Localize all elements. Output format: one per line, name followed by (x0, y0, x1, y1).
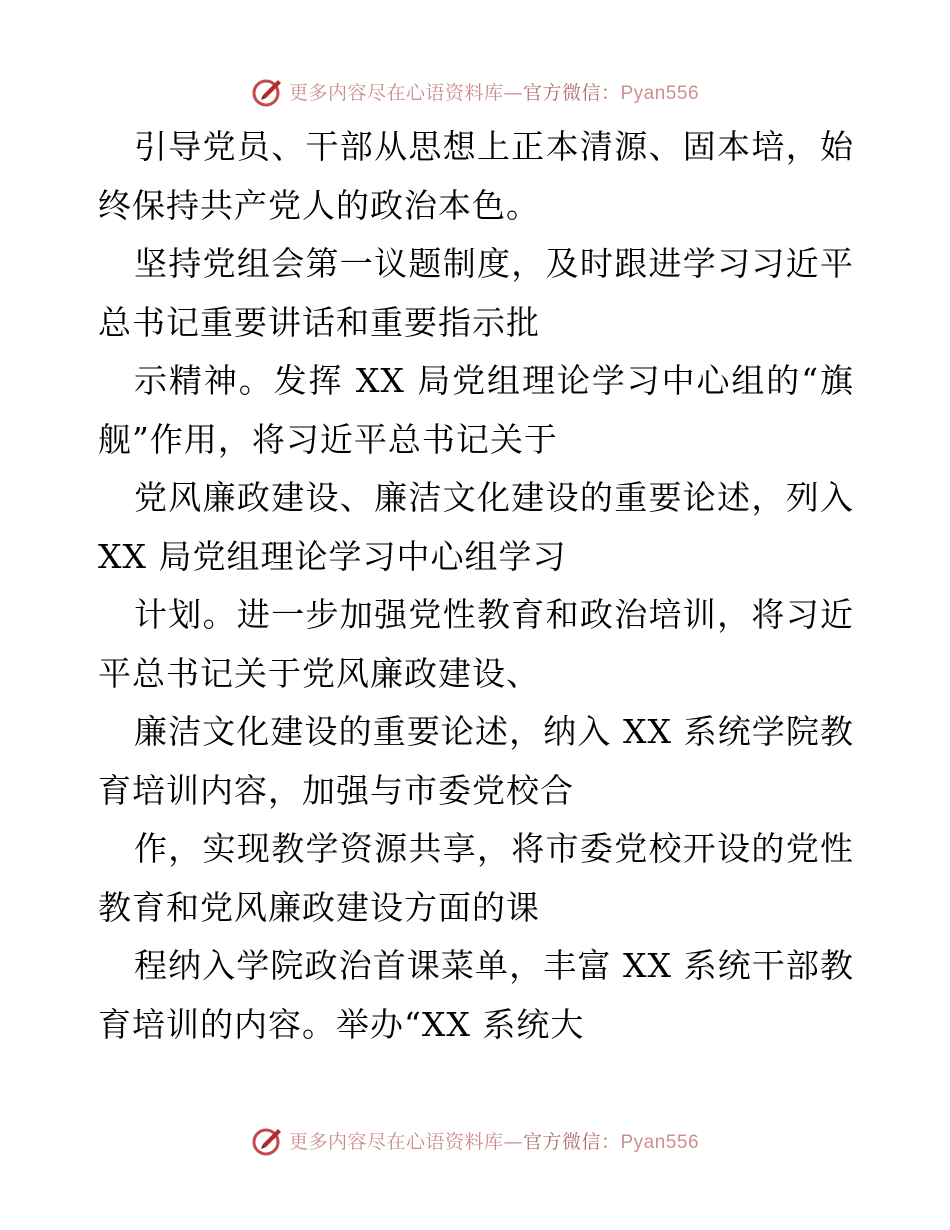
text-line: 示精神。发挥 XX 局党组理论学习中心组的“旗 (134, 361, 854, 400)
text-line: 舰”作用，将习近平总书记关于 (98, 419, 558, 459)
text-line: 程纳入学院政治首课菜单，丰富 XX 系统干部教 (134, 946, 854, 985)
text-line: XX 局党组理论学习中心组学习 (98, 536, 567, 576)
text-line: 党风廉政建设、廉洁文化建设的重要论述，列入 (134, 478, 854, 517)
text-line: 总书记重要讲话和重要指示批 (98, 302, 540, 342)
text-line: 育培训内容，加强与市委党校合 (98, 770, 574, 810)
text-line: 计划。进一步加强党性教育和政治培训，将习近 (134, 595, 854, 634)
watermark-text: 更多内容尽在心语资料库—官方微信：Pyan556 (288, 81, 700, 104)
pen-logo-icon (251, 74, 285, 108)
footer-watermark (0, 1120, 950, 1160)
text-line: 坚持党组会第一议题制度，及时跟进学习习近平 (134, 244, 854, 283)
text-line: 廉洁文化建设的重要论述，纳入 XX 系统学院教 (134, 712, 854, 751)
pen-logo-icon (251, 1123, 285, 1157)
header-watermark (0, 71, 950, 111)
text-line: 作，实现教学资源共享，将市委党校开设的党性 (134, 829, 854, 868)
text-line: 教育和党风廉政建设方面的课 (98, 887, 540, 927)
text-line: 引导党员、干部从思想上正本清源、固本培，始 (134, 127, 854, 166)
text-line: 育培训的内容。举办“XX 系统大 (98, 1004, 585, 1044)
watermark-text: 更多内容尽在心语资料库—官方微信：Pyan556 (288, 1130, 700, 1153)
text-line: 终保持共产党人的政治本色。 (98, 185, 540, 225)
document-body (98, 118, 854, 1054)
text-line: 平总书记关于党风廉政建设、 (98, 653, 540, 693)
